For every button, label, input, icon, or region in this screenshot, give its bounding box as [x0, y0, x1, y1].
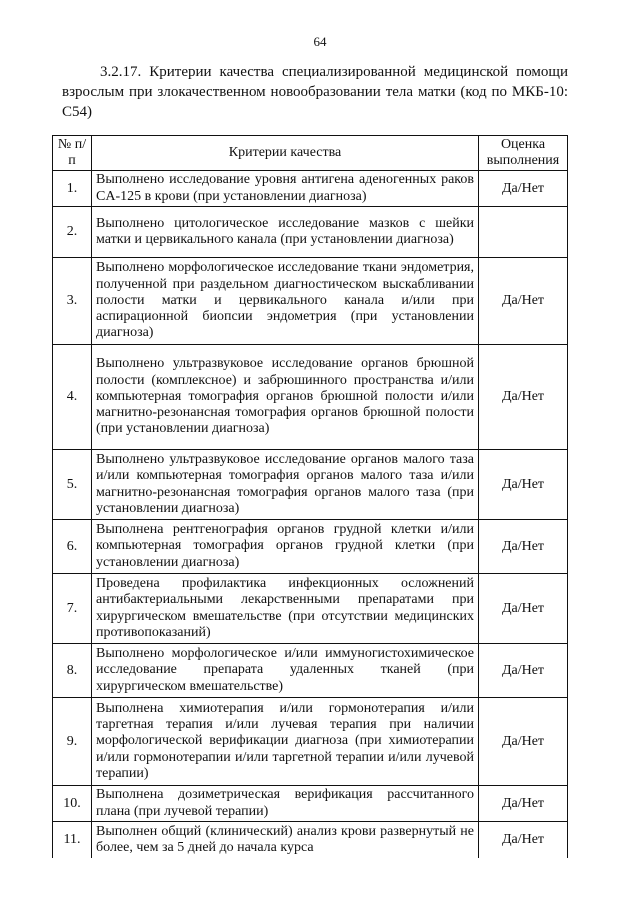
table-row	[53, 450, 568, 520]
table-row	[53, 644, 568, 698]
row-num: 4.	[53, 345, 92, 450]
table-row	[53, 786, 568, 822]
row-evaluation: Да/Нет	[479, 574, 568, 644]
row-criteria: Выполнено исследование уровня антигена аденогенных раков CA-125 в крови (при установлении диагноза)	[92, 171, 479, 207]
table-row	[53, 207, 568, 258]
row-criteria: Выполнено морфологическое и/или иммуногистохимическое исследование препарата удаленных тканей (при хирургическом вмешательстве)	[92, 644, 479, 698]
table-row	[53, 258, 568, 345]
page-number: 64	[313, 34, 327, 49]
row-criteria: Выполнена химиотерапия и/или гормонотерапия и/или таргетная терапия и/или лучевая терапия при наличии морфологической верификации диагноза (при химиотерапии и/или гормонотерапии и/или таргетной терапии и/или лучевой терапии)	[92, 698, 479, 786]
table-row	[53, 345, 568, 450]
table-row	[53, 520, 568, 574]
row-evaluation	[479, 207, 568, 258]
row-criteria: Выполнено ультразвуковое исследование органов брюшной полости (комплексное) и забрюшинного пространства и/или компьютерная томография органов брюшной полости и/или магнитно-резонансная томография органов брюшной полости (при установлении диагноза)	[92, 345, 479, 450]
row-evaluation: Да/Нет	[479, 698, 568, 786]
row-evaluation: Да/Нет	[479, 171, 568, 207]
row-num: 2.	[53, 207, 92, 258]
row-num: 9.	[53, 698, 92, 786]
row-criteria: Выполнена дозиметрическая верификация рассчитанного плана (при лучевой терапии)	[92, 786, 479, 822]
row-evaluation: Да/Нет	[479, 258, 568, 345]
row-evaluation: Да/Нет	[479, 786, 568, 822]
header-evaluation: Оценка выполнения	[479, 136, 568, 171]
row-evaluation: Да/Нет	[479, 450, 568, 520]
header-criteria: Критерии качества	[92, 136, 479, 171]
row-evaluation: Да/Нет	[479, 520, 568, 574]
row-criteria: Выполнено морфологическое исследование ткани эндометрия, полученной при раздельном диагностическом выскабливании полости матки и цервикального канала и/или при аспирационной биопсии эндометрия (при установлении диагноза)	[92, 258, 479, 345]
row-evaluation: Да/Нет	[479, 644, 568, 698]
table-row	[53, 822, 568, 858]
row-num: 6.	[53, 520, 92, 574]
quality-criteria-table	[52, 135, 568, 858]
row-num: 1.	[53, 171, 92, 207]
table-row	[53, 698, 568, 786]
row-criteria: Выполнено ультразвуковое исследование органов малого таза и/или компьютерная томография органов малого таза и/или магнитно-резонансная томография органов малого таза (при установлении диагноза)	[92, 450, 479, 520]
header-num: № п/п	[53, 136, 92, 171]
table-row	[53, 574, 568, 644]
row-criteria: Выполнено цитологическое исследование мазков с шейки матки и цервикального канала (при установлении диагноза)	[92, 207, 479, 258]
section-title: 3.2.17. Критерии качества специализированной медицинской помощи взрослым при злокачественном новообразовании тела матки (код по МКБ-10: C54)	[62, 64, 568, 120]
row-num: 10.	[53, 786, 92, 822]
row-evaluation: Да/Нет	[479, 822, 568, 858]
table-row	[53, 171, 568, 207]
row-num: 7.	[53, 574, 92, 644]
row-num: 5.	[53, 450, 92, 520]
row-evaluation: Да/Нет	[479, 345, 568, 450]
row-num: 8.	[53, 644, 92, 698]
row-criteria: Выполнен общий (клинический) анализ крови развернутый не более, чем за 5 дней до начала курса	[92, 822, 479, 858]
row-num: 11.	[53, 822, 92, 858]
row-criteria: Проведена профилактика инфекционных осложнений антибактериальными лекарственными препаратами при хирургическом вмешательстве (при отсутствии медицинских противопоказаний)	[92, 574, 479, 644]
row-num: 3.	[53, 258, 92, 345]
table-header-row	[53, 136, 568, 171]
row-criteria: Выполнена рентгенография органов грудной клетки и/или компьютерная томография органов грудной клетки (при установлении диагноза)	[92, 520, 479, 574]
